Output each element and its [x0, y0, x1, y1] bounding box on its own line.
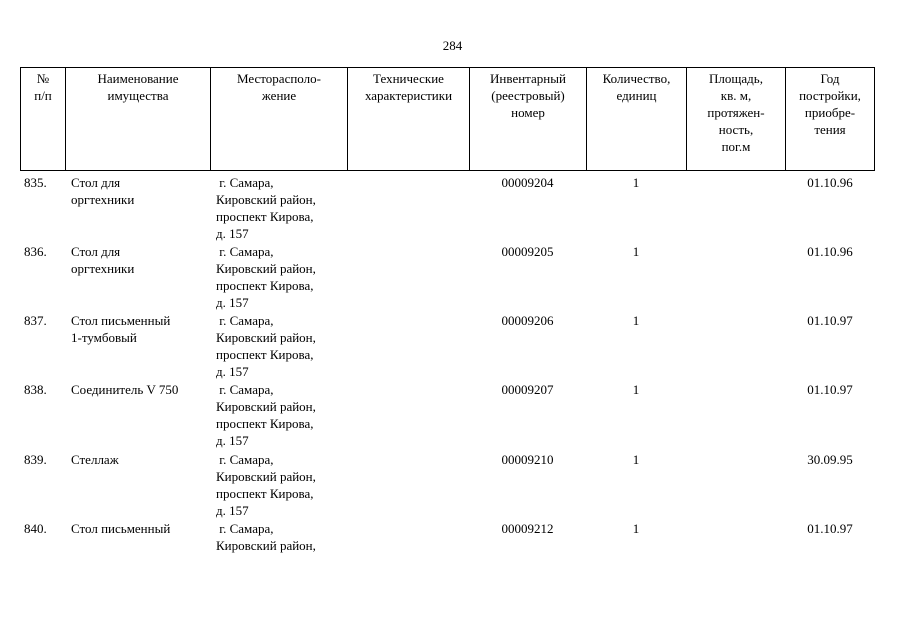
row-year: 01.10.96 [807, 244, 853, 259]
page-number: 284 [442, 38, 463, 53]
row-location: г. Самара, Кировский район, проспект Кирова, д. 157 [216, 452, 316, 518]
row-location: г. Самара, Кировский район, [216, 521, 316, 553]
row-quantity: 1 [632, 521, 640, 536]
row-number: 835. [24, 175, 47, 190]
row-name: Стол письменный 1-тумбовый [71, 313, 171, 345]
row-number: 839. [24, 452, 47, 467]
row-inventory-number: 00009207 [501, 382, 554, 397]
row-year: 30.09.95 [807, 452, 853, 467]
row-year: 01.10.97 [807, 521, 853, 536]
header-cell-location: Месторасполо- жение [211, 68, 348, 170]
row-quantity: 1 [632, 382, 640, 397]
row-inventory-number: 00009205 [501, 244, 554, 259]
row-year: 01.10.97 [807, 382, 853, 397]
row-inventory-number: 00009206 [501, 313, 554, 328]
row-name: Соединитель V 750 [71, 382, 179, 397]
row-name: Стол для оргтехники [71, 244, 135, 276]
row-quantity: 1 [632, 175, 640, 190]
header-cell-quantity: Количество, единиц [587, 68, 687, 170]
header-cell-year: Год постройки, приобре- тения [799, 71, 861, 137]
row-inventory-number: 00009204 [501, 175, 554, 190]
row-location: г. Самара, Кировский район, проспект Кирова, д. 157 [216, 244, 316, 310]
header-cell-name: Наименование имущества [66, 68, 211, 170]
row-year: 01.10.97 [807, 313, 853, 328]
row-name: Стол для оргтехники [71, 175, 135, 207]
row-name: Стол письменный [71, 521, 171, 536]
row-name: Стеллаж [71, 452, 119, 467]
header-cell-characteristics: Технические характеристики [348, 68, 470, 170]
row-quantity: 1 [632, 244, 640, 259]
table-header [20, 67, 875, 171]
header-cell-area: Площадь, кв. м, протяжен- ность, пог.м [687, 68, 786, 170]
row-location: г. Самара, Кировский район, проспект Кирова, д. 157 [216, 313, 316, 379]
row-location: г. Самара, Кировский район, проспект Кирова, д. 157 [216, 175, 316, 241]
row-number: 840. [24, 521, 47, 536]
row-year: 01.10.96 [807, 175, 853, 190]
row-quantity: 1 [632, 452, 640, 467]
row-location: г. Самара, Кировский район, проспект Кирова, д. 157 [216, 382, 316, 448]
row-inventory-number: 00009212 [501, 521, 554, 536]
row-number: 838. [24, 382, 47, 397]
row-inventory-number: 00009210 [501, 452, 554, 467]
header-cell-number: № п/п [21, 68, 66, 170]
row-number: 837. [24, 313, 47, 328]
row-quantity: 1 [632, 313, 640, 328]
header-cell-inventory: Инвентарный (реестровый) номер [470, 68, 587, 170]
row-number: 836. [24, 244, 47, 259]
